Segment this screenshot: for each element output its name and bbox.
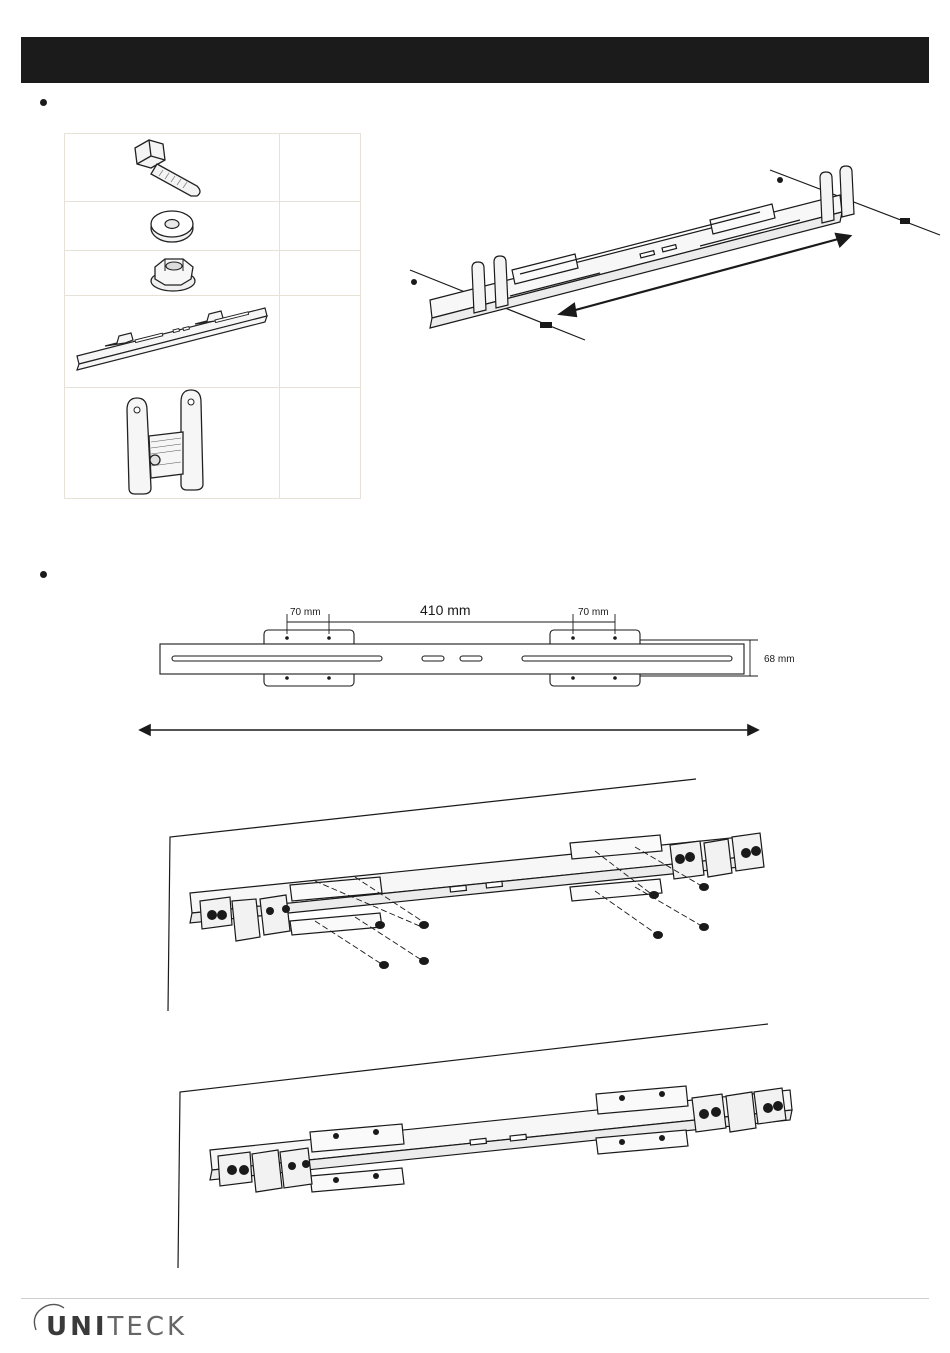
rail-dimension-drawing bbox=[130, 600, 810, 745]
rail-qty-cell bbox=[279, 296, 360, 387]
parts-row-washer bbox=[65, 202, 360, 251]
parts-row-rail bbox=[65, 296, 360, 388]
bullet-parts bbox=[40, 99, 47, 106]
footer-divider bbox=[21, 1298, 929, 1299]
logo-wordmark bbox=[46, 1312, 187, 1342]
dim-height: 68 mm bbox=[764, 654, 795, 665]
parts-row-nut bbox=[65, 251, 360, 296]
nut-icon bbox=[65, 251, 279, 296]
dim-left-offset: 70 mm bbox=[290, 607, 321, 618]
wall-mount-screws-illustration bbox=[160, 775, 780, 1015]
washer-image-cell bbox=[65, 202, 280, 250]
bolt-qty-cell bbox=[279, 134, 360, 201]
dim-right-offset: 70 mm bbox=[578, 607, 609, 618]
hook-bracket-icon bbox=[65, 388, 279, 498]
bracket-image-cell bbox=[65, 388, 280, 498]
bolt-icon bbox=[65, 134, 279, 202]
washer-icon bbox=[65, 202, 279, 251]
parts-row-bracket bbox=[65, 388, 360, 498]
logo-prefix: UNI bbox=[46, 1312, 108, 1342]
bolt-image-cell bbox=[65, 134, 280, 201]
nut-qty-cell bbox=[279, 251, 360, 295]
uniteck-logo bbox=[28, 1300, 218, 1344]
bullet-dimensions bbox=[40, 571, 47, 578]
parts-row-bolt bbox=[65, 134, 360, 202]
nut-image-cell bbox=[65, 251, 280, 295]
assembled-rail-illustration bbox=[400, 150, 945, 360]
wall-mounted-rail-illustration bbox=[170, 1020, 810, 1270]
bracket-qty-cell bbox=[279, 388, 360, 498]
section-header-bar bbox=[21, 37, 929, 83]
dim-center-span: 410 mm bbox=[420, 602, 471, 618]
rail-image-cell bbox=[65, 296, 280, 387]
parts-table bbox=[64, 133, 361, 499]
washer-qty-cell bbox=[279, 202, 360, 250]
wall-rail-icon bbox=[65, 296, 279, 388]
logo-suffix: TECK bbox=[107, 1312, 188, 1342]
